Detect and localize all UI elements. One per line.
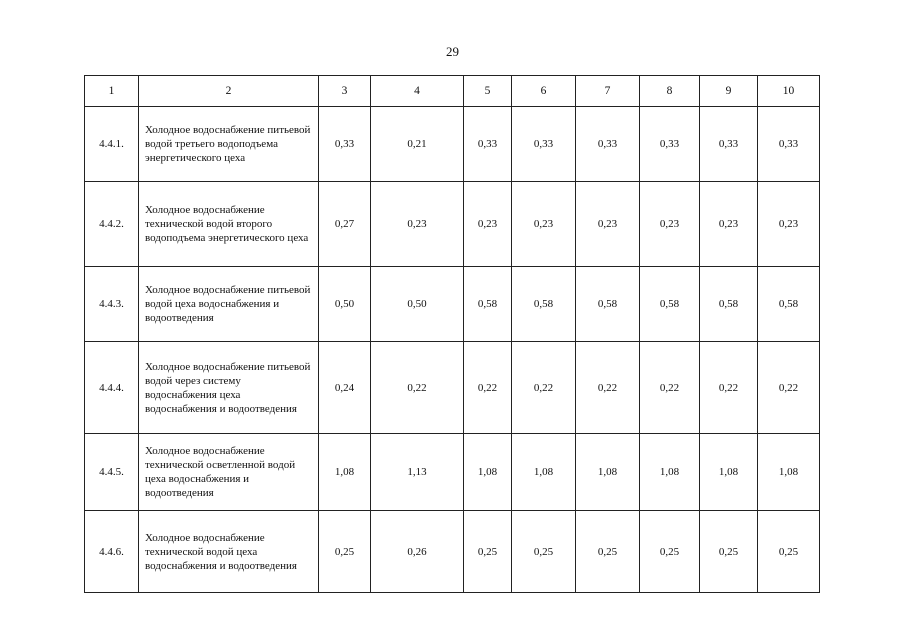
header-cell: 7	[576, 76, 640, 107]
value-cell: 0,23	[576, 182, 640, 267]
table-row	[85, 342, 820, 434]
row-description: Холодное водоснабжение питьевой водой цеха водоснабжения и водоотведения	[139, 267, 319, 342]
table-row	[85, 182, 820, 267]
value-cell: 0,58	[700, 267, 758, 342]
value-cell: 0,58	[576, 267, 640, 342]
value-cell: 0,50	[319, 267, 371, 342]
value-cell: 0,33	[512, 107, 576, 182]
value-cell: 0,25	[319, 511, 371, 593]
value-cell: 0,22	[512, 342, 576, 434]
row-description: Холодное водоснабжение технической водой второго водоподъема энергетического цеха	[139, 182, 319, 267]
header-cell: 10	[758, 76, 820, 107]
value-cell: 0,26	[371, 511, 464, 593]
header-cell: 9	[700, 76, 758, 107]
table-header	[85, 76, 820, 107]
row-number: 4.4.1.	[85, 107, 139, 182]
value-cell: 0,25	[700, 511, 758, 593]
value-cell: 1,08	[319, 434, 371, 511]
value-cell: 0,22	[371, 342, 464, 434]
header-cell: 1	[85, 76, 139, 107]
value-cell: 0,33	[464, 107, 512, 182]
value-cell: 0,33	[758, 107, 820, 182]
row-number: 4.4.5.	[85, 434, 139, 511]
header-cell: 4	[371, 76, 464, 107]
value-cell: 1,08	[640, 434, 700, 511]
value-cell: 0,50	[371, 267, 464, 342]
row-description: Холодное водоснабжение питьевой водой третьего водоподъема энергетического цеха	[139, 107, 319, 182]
table-row	[85, 434, 820, 511]
value-cell: 0,22	[464, 342, 512, 434]
row-description: Холодное водоснабжение технической осветленной водой цеха водоснабжения и водоотведения	[139, 434, 319, 511]
value-cell: 1,13	[371, 434, 464, 511]
value-cell: 1,08	[758, 434, 820, 511]
table-row	[85, 107, 820, 182]
value-cell: 0,58	[758, 267, 820, 342]
tariff-table	[84, 75, 820, 593]
value-cell: 0,24	[319, 342, 371, 434]
value-cell: 1,08	[464, 434, 512, 511]
header-row	[85, 76, 820, 107]
row-number: 4.4.3.	[85, 267, 139, 342]
row-number: 4.4.6.	[85, 511, 139, 593]
value-cell: 0,21	[371, 107, 464, 182]
value-cell: 0,22	[758, 342, 820, 434]
value-cell: 0,33	[576, 107, 640, 182]
value-cell: 0,23	[512, 182, 576, 267]
value-cell: 0,25	[758, 511, 820, 593]
value-cell: 0,33	[319, 107, 371, 182]
value-cell: 0,22	[576, 342, 640, 434]
value-cell: 0,22	[640, 342, 700, 434]
value-cell: 0,25	[576, 511, 640, 593]
value-cell: 0,25	[464, 511, 512, 593]
table-row	[85, 267, 820, 342]
header-cell: 6	[512, 76, 576, 107]
value-cell: 1,08	[576, 434, 640, 511]
header-cell: 5	[464, 76, 512, 107]
row-description: Холодное водоснабжение питьевой водой через систему водоснабжения цеха водоснабжения и водоотведения	[139, 342, 319, 434]
value-cell: 0,22	[700, 342, 758, 434]
value-cell: 0,25	[640, 511, 700, 593]
row-description: Холодное водоснабжение технической водой цеха водоснабжения и водоотведения	[139, 511, 319, 593]
value-cell: 0,23	[640, 182, 700, 267]
page-number: 29	[446, 44, 459, 59]
value-cell: 0,23	[371, 182, 464, 267]
table-body	[85, 107, 820, 593]
value-cell: 0,58	[640, 267, 700, 342]
row-number: 4.4.2.	[85, 182, 139, 267]
table-row	[85, 511, 820, 593]
value-cell: 1,08	[512, 434, 576, 511]
header-cell: 2	[139, 76, 319, 107]
header-cell: 3	[319, 76, 371, 107]
value-cell: 0,33	[700, 107, 758, 182]
value-cell: 0,58	[512, 267, 576, 342]
value-cell: 0,23	[700, 182, 758, 267]
header-cell: 8	[640, 76, 700, 107]
value-cell: 0,33	[640, 107, 700, 182]
value-cell: 0,23	[758, 182, 820, 267]
value-cell: 0,25	[512, 511, 576, 593]
value-cell: 1,08	[700, 434, 758, 511]
value-cell: 0,23	[464, 182, 512, 267]
row-number: 4.4.4.	[85, 342, 139, 434]
value-cell: 0,58	[464, 267, 512, 342]
value-cell: 0,27	[319, 182, 371, 267]
